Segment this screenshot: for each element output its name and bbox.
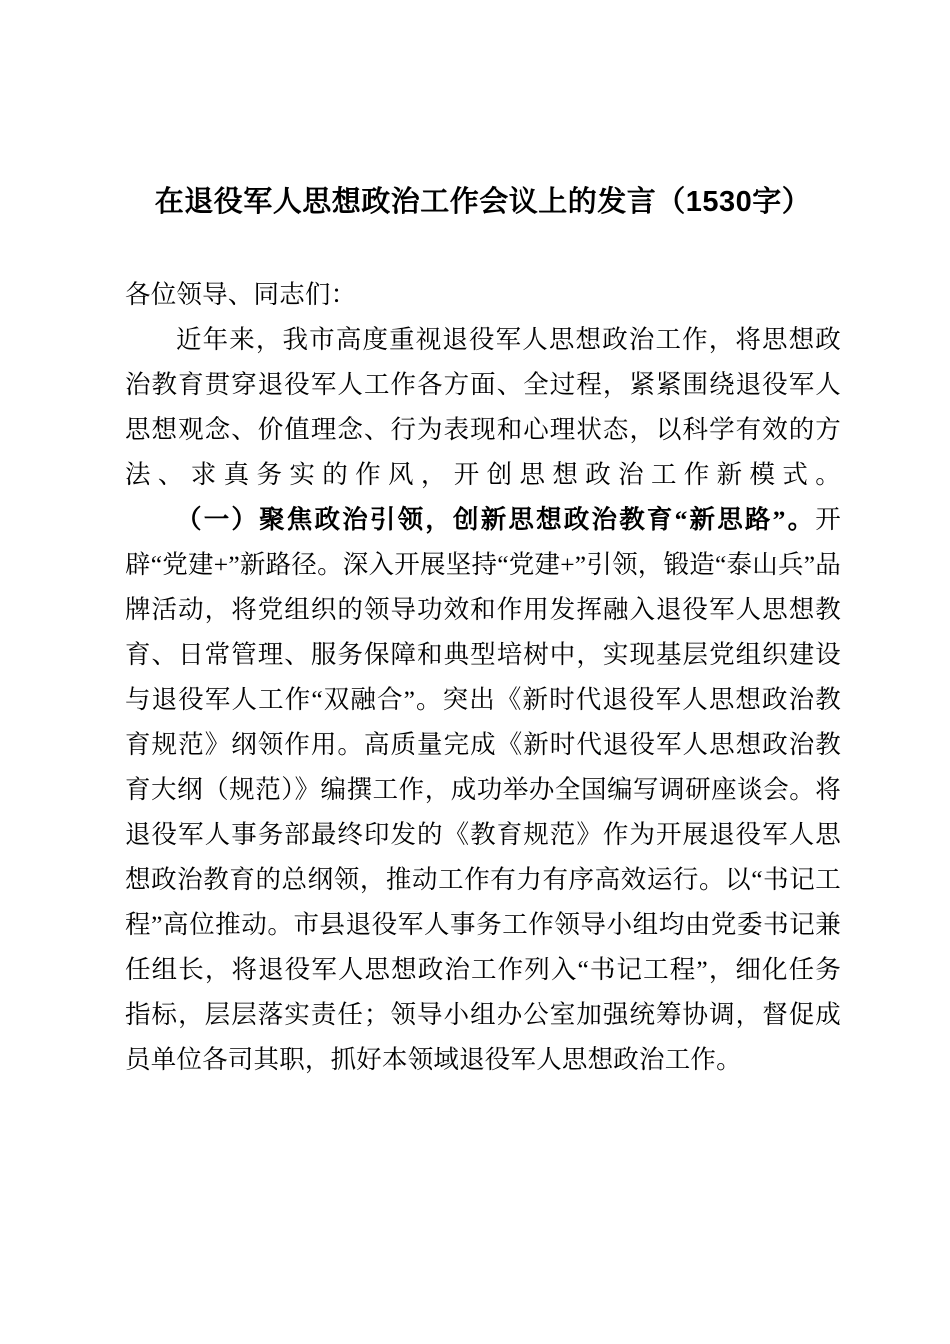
salutation-line: 各位领导、同志们： <box>125 280 357 309</box>
section-one-heading: （一）聚焦政治引领，创新思想政治教育“新思路”。 <box>176 505 816 534</box>
page-title: 在退役军人思想政治工作会议上的发言（1530字） <box>154 186 812 218</box>
paragraph-section-one <box>125 497 841 1082</box>
document-body <box>125 0 841 1082</box>
section-one-text: 开辟“党建+”新路径。深入开展坚持“党建+”引领，锻造“泰山兵”品牌活动，将党组织的领导功效和作用发挥融入退役军人思想教育、日常管理、服务保障和典型培树中，实现基层党组织建设与退役军人工作“双融合”。突出《新时代退役军人思想政治教育规范》纲领作用。高质量完成《新时代退役军人思想政治教育大纲（规范）》编撰工作，成功举办全国编写调研座谈会。将退役军人事务部最终印发的《教育规范》作为开展退役军人思想政治教育的总纲领，推动工作有力有序高效运行。以“书记工程”高位推动。市县退役军人事务工作领导小组均由党委书记兼任组长，将退役军人思想政治工作列入“书记工程”，细化任务指标，层层落实责任；领导小组办公室加强统筹协调，督促成员单位各司其职，抓好本领域退役军人思想政治工作。 <box>125 505 841 1074</box>
paragraph-intro <box>125 317 841 497</box>
paragraph-intro-text: 近年来，我市高度重视退役军人思想政治工作，将思想政治教育贯穿退役军人工作各方面、全过程，紧紧围绕退役军人思想观念、价值理念、行为表现和心理状态，以科学有效的方法、求真务实的作风，开创思想政治工作新模式。 <box>125 325 841 489</box>
